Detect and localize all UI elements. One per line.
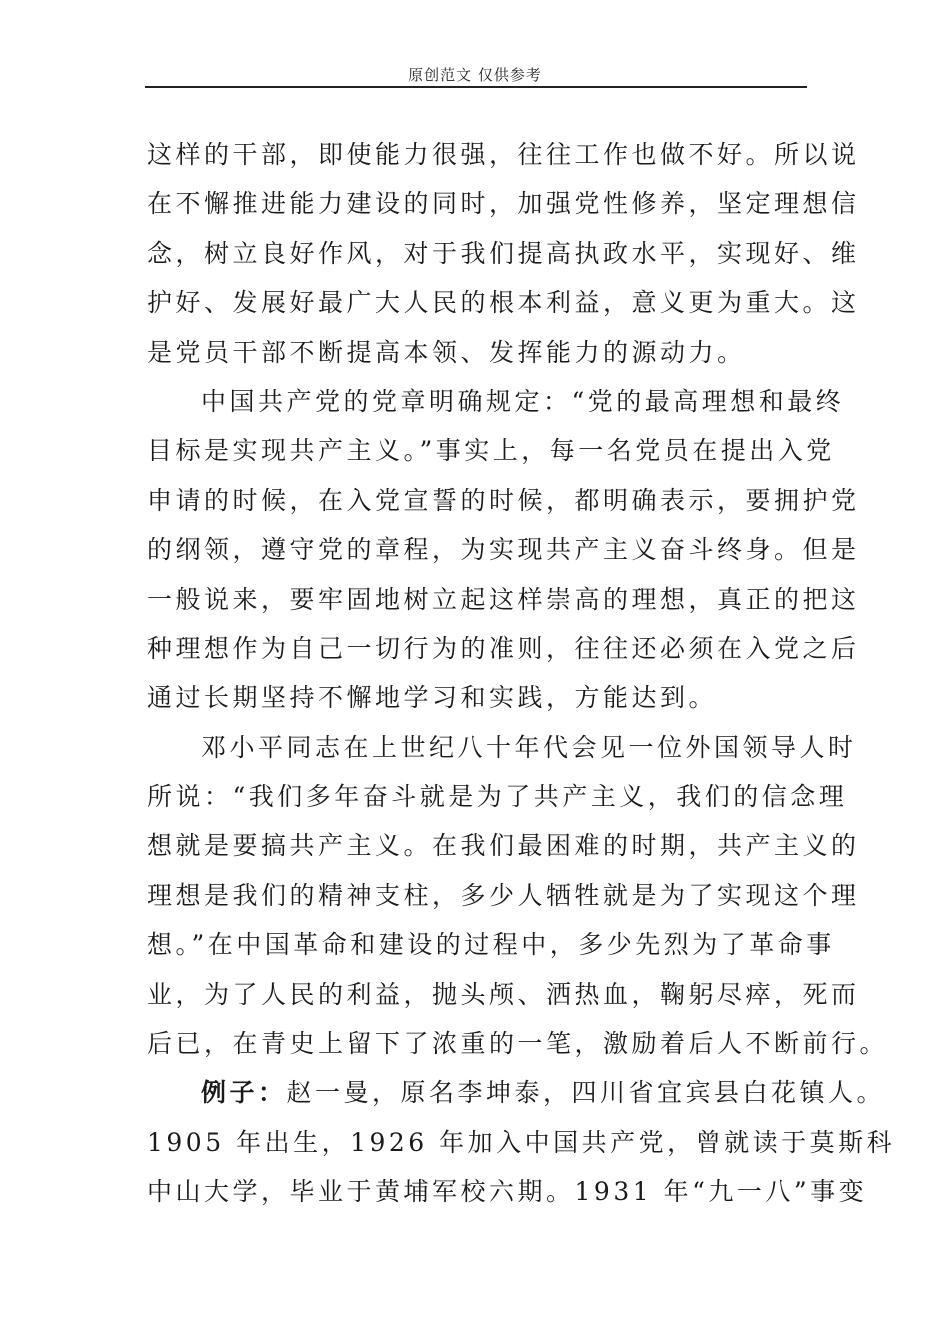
text-line: 护好、发展好最广大人民的根本利益，意义更为重大。这 [147, 288, 860, 318]
example-label: 例子： [201, 1078, 287, 1108]
example-line [147, 1068, 886, 1117]
text-line: 理想是我们的精神支柱，多少人牺牲就是为了实现这个理 [147, 880, 860, 910]
text-line: 这样的干部，即使能力很强，往往工作也做不好。所以说 [147, 140, 860, 169]
paragraph-start-line: 邓小平同志在上世纪八十年代会见一位外国领导人时 [201, 732, 857, 762]
text-line: 想。”在中国革命和建设的过程中，多少先烈为了革命事 [147, 930, 835, 960]
text-line: 业，为了人民的利益，抛头颅、洒热血，鞠躬尽瘁，死而 [147, 979, 860, 1009]
paragraph-start-line: 中国共产党的党章明确规定：“党的最高理想和最终 [201, 386, 845, 416]
text-line: 在不懈推进能力建设的同时，加强党性修养，坚定理想信 [147, 189, 860, 219]
example-text: 赵一曼，原名李坤泰，四川省宜宾县白花镇人。 [286, 1078, 886, 1108]
text-line: 想就是要搞共产主义。在我们最困难的时期，共产主义的 [147, 831, 860, 861]
text-line: 目标是实现共产主义。”事实上，每一名党员在提出入党 [147, 436, 835, 466]
text-line: 种理想作为自己一切行为的准则，往往还必须在入党之后 [147, 633, 860, 663]
document-body [147, 130, 896, 1217]
text-line: 一般说来，要牢固地树立起这样崇高的理想，真正的把这 [147, 584, 860, 614]
page-header: 原创范文 仅供参考 [408, 66, 542, 84]
text-line: 所说：“我们多年奋斗就是为了共产主义，我们的信念理 [147, 782, 848, 812]
header-rule [145, 86, 807, 88]
text-line: 的纲领，遵守党的章程，为实现共产主义奋斗终身。但是 [147, 535, 860, 565]
text-line: 是党员干部不断提高本领、发挥能力的源动力。 [147, 337, 746, 367]
text-line: 申请的时候，在入党宣誓的时候，都明确表示，要拥护党 [147, 485, 860, 515]
text-line: 1905 年出生，1926 年加入中国共产党，曾就读于莫斯科 [147, 1127, 896, 1157]
text-line: 中山大学，毕业于黄埔军校六期。1931 年“九一八”事变 [147, 1177, 868, 1207]
text-line: 通过长期坚持不懈地学习和实践，方能达到。 [147, 683, 718, 713]
text-line: 念，树立良好作风，对于我们提高执政水平，实现好、维 [147, 238, 860, 268]
text-line: 后已，在青史上留下了浓重的一笔，激励着后人不断前行。 [147, 1029, 889, 1059]
